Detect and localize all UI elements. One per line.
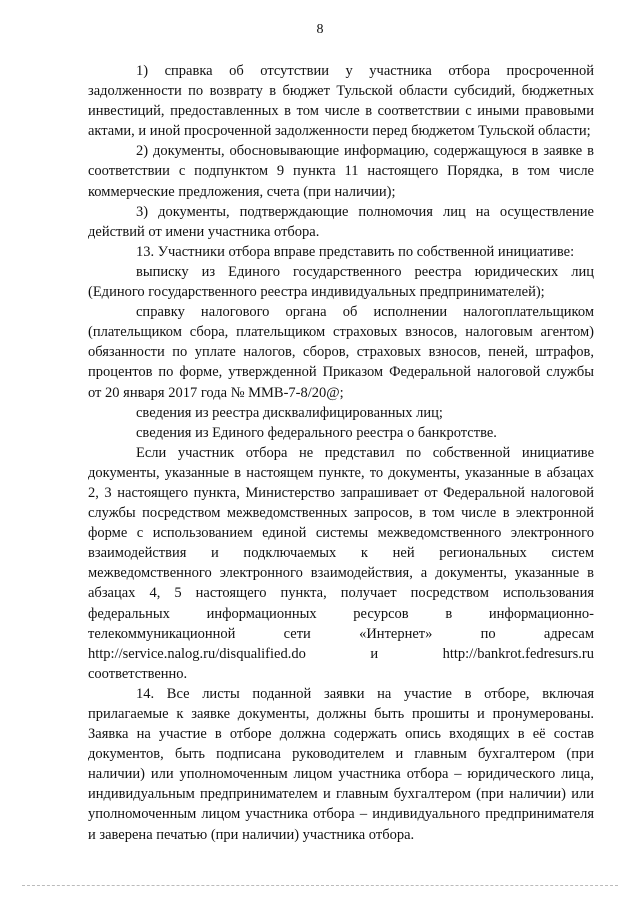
paragraph-interagency-requests: Если участник отбора не представил по собственной инициативе документы, указанные в настоящем пункте, то документы, указанные в абзацах 2, 3 настоящего пункта, Министерство запрашивает от Федеральной налоговой службы посредством межведомственных запросов, в том числе в электронной форме с использованием единой системы межведомственного электронного взаимодействия и подключаемых к ней региональных систем межведомственного электронного взаимодействия, а документы, указанные в абзацах 4, 5 настоящего пункта, получает посредством использования федеральных информационных ресурсов в информационно-телекоммуникационной сети «Интернет» по адресам	[88, 444, 594, 642]
bottom-scan-rule	[22, 885, 618, 886]
page-number: 8	[316, 22, 324, 37]
paragraph-section-13: 13. Участники отбора вправе представить по собственной инициативе:	[136, 243, 575, 260]
paragraph-disqualified-registry: сведения из реестра дисквалифицированных лиц;	[136, 404, 443, 421]
link-disqualified[interactable]: http://service.nalog.ru/disqualified.do	[88, 645, 306, 662]
links-line	[88, 644, 594, 664]
paragraph-tax-certificate: справку налогового органа об исполнении налогоплательщиком (плательщиком сбора, плательщиком страховых взносов, налоговым агентом) обязанности по уплате налогов, сборов, страховых взносов, пеней, штрафов, процентов по форме, утвержденной Приказом Федеральной налоговой службы от 20 января 2017 года № ММВ-7-8/20@;	[88, 304, 594, 401]
paragraph-respectively: соответственно.	[88, 665, 188, 682]
link-bankrot[interactable]: http://bankrot.fedresurs.ru	[442, 645, 594, 662]
paragraph-certificate-debt: 1) справка об отсутствии у участника отбора просроченной задолженности по возврату в бюджет Тульской области субсидий, бюджетных инвестиций, предоставленных в том числе в соответствии с иными правовыми актами, и иной просроченной задолженности перед бюджетом Тульской области;	[88, 63, 594, 140]
paragraph-section-14: 14. Все листы поданной заявки на участие в отборе, включая прилагаемые к заявке документы, должны быть прошиты и пронумерованы. Заявка на участие в отборе должна содержать опись входящих в её состав документов, быть подписана руководителем и главным бухгалтером (при наличии) или уполномоченным лицом участника отбора – юридического лица, индивидуальным предпринимателем и главным бухгалтером (при наличии) или уполномоченным лицом участника отбора – индивидуального предпринимателя и заверена печатью (при наличии) участника отбора.	[88, 685, 594, 843]
paragraph-egrul-extract: выписку из Единого государственного реестра юридических лиц (Единого государственного реестра индивидуальных предпринимателей);	[88, 263, 594, 301]
document-body	[88, 61, 594, 845]
paragraph-authority-documents: 3) документы, подтверждающие полномочия лиц на осуществление действий от имени участника отбора.	[88, 203, 594, 240]
paragraph-bankruptcy-registry: сведения из Единого федерального реестра о банкротстве.	[136, 424, 497, 441]
paragraph-justifying-documents: 2) документы, обосновывающие информацию, содержащуюся в заявке в соответствии с подпунктом 9 пункта 11 настоящего Порядка, в том числе коммерческие предложения, счета (при наличии);	[88, 143, 594, 200]
links-conjunction: и	[370, 645, 379, 662]
